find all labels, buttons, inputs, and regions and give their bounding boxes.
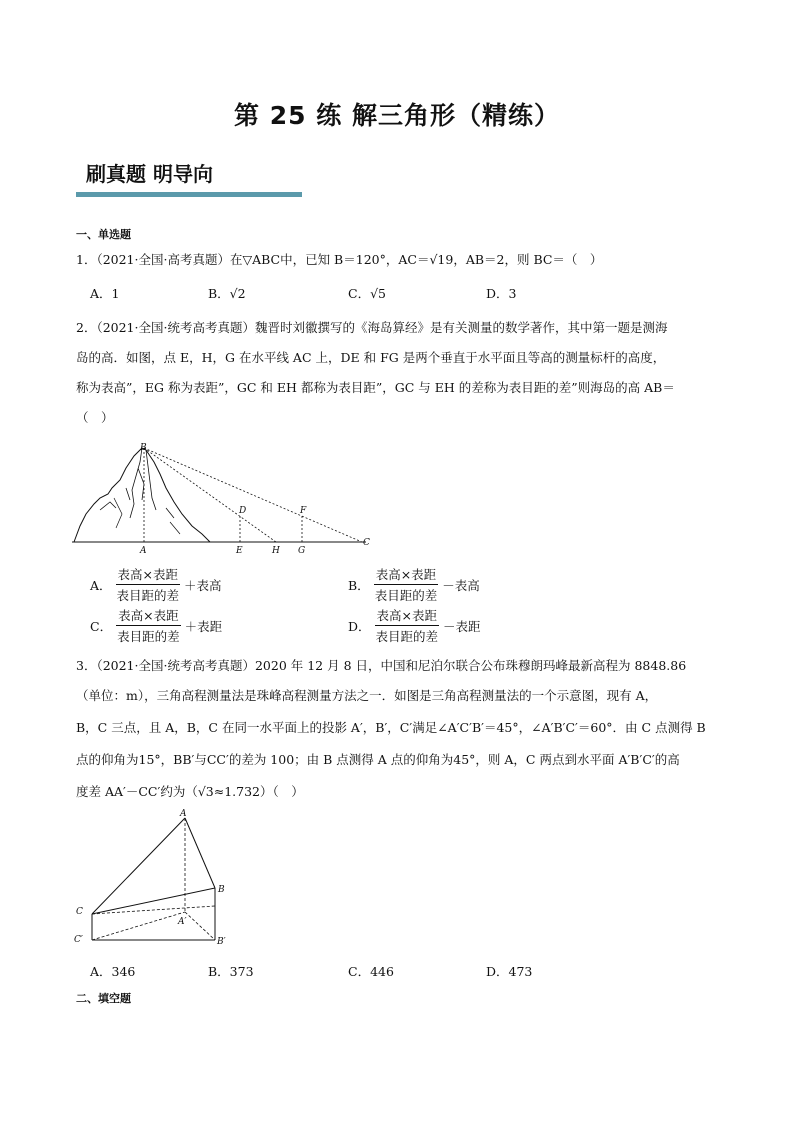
question-2-line-3: 称为表高”，EG 称为表距”，GC 和 EH 都称为表目距”，GC 与 EH 的差称为表目距的差”则海岛的高 AB＝ — [76, 380, 675, 395]
question-3-line-4: 点的仰角为15°，BB′与CC′的差为 100；由 B 点测得 A 点的仰角为45°，则 A，C 两点到水平面 A′B′C′的高 — [76, 752, 680, 767]
section-heading-fill-in: 二、填空题 — [76, 992, 131, 1005]
label-a-prime: A′ — [178, 917, 187, 927]
banner-underline — [76, 192, 302, 197]
page-title: 第 25 练 解三角形（精练） — [234, 101, 560, 130]
question-3-option-a: A．346 — [90, 964, 136, 979]
label-c: C — [363, 538, 370, 548]
label-c: C — [76, 907, 83, 917]
question-3-option-c: C．446 — [348, 964, 394, 979]
edge-c1a1 — [92, 912, 185, 940]
question-3-option-b: B．373 — [208, 964, 254, 979]
option-letter: A． — [90, 577, 112, 593]
fraction-denominator: 表目距的差 — [374, 588, 438, 603]
question-2-option-a — [90, 565, 222, 604]
label-g: G — [298, 546, 306, 556]
fraction-numerator: 表高×表距 — [374, 565, 438, 585]
label-f: F — [300, 506, 307, 516]
sightline-bh — [144, 448, 276, 542]
option-letter: B． — [348, 577, 370, 593]
question-3-line-1: 3．（2021·全国·统考高考真题）2020 年 12 月 8 日，中国和尼泊尔联合公布珠穆朗玛峰最新高程为 8848.86 — [76, 658, 687, 673]
label-h: H — [272, 546, 280, 556]
question-3-line-2: （单位：m），三角高程测量法是珠峰高程测量方法之一．如图是三角高程测量法的一个示意图，现有 A， — [76, 688, 658, 703]
edge-a1b1 — [185, 912, 215, 940]
label-e: E — [236, 546, 243, 556]
sightline-bc — [144, 448, 362, 542]
label-a: A — [180, 809, 187, 819]
question-1-option-b: B．√2 — [208, 286, 246, 301]
label-c-prime: C′ — [74, 935, 83, 945]
question-1-option-c: C．√5 — [348, 286, 386, 301]
question-1-option-d: D．3 — [486, 286, 517, 301]
option-tail: ＋表高 — [184, 577, 222, 593]
label-b: B — [140, 443, 147, 453]
fraction-numerator: 表高×表距 — [375, 606, 439, 626]
question-3-line-3: B，C 三点，且 A，B，C 在同一水平面上的投影 A′，B′，C′满足∠A′C′B′＝45°，∠A′B′C′＝60°．由 C 点测得 B — [76, 720, 706, 735]
fraction-numerator: 表高×表距 — [116, 606, 180, 626]
option-letter: D． — [348, 618, 371, 634]
fraction-denominator: 表目距的差 — [375, 629, 439, 644]
label-b-prime: B′ — [217, 937, 226, 947]
mountain-ridges — [100, 448, 174, 518]
question-2-option-d — [348, 606, 481, 645]
question-2-line-1: 2．（2021·全国·统考高考真题）魏晋时刘徽撰写的《海岛算经》是有关测量的数学著作，其中第一题是测海 — [76, 320, 668, 335]
option-tail: －表高 — [442, 577, 480, 593]
question-3-line-5: 度差 AA′－CC′约为（√3≈1.732）（ ） — [76, 784, 304, 799]
section-heading-single-choice: 一、单选题 — [76, 228, 131, 241]
question-3-option-d: D．473 — [486, 964, 533, 979]
label-d: D — [239, 506, 247, 516]
question-1-option-a: A．1 — [90, 286, 120, 301]
label-b: B — [218, 885, 225, 895]
fraction-denominator: 表目距的差 — [116, 588, 180, 603]
question-2-line-2: 岛的高．如图，点 E，H，G 在水平线 AC 上，DE 和 FG 是两个垂直于水平面且等高的测量标杆的高度， — [76, 350, 666, 365]
edge-ab — [185, 818, 215, 888]
fraction-denominator: 表目距的差 — [117, 629, 180, 644]
option-tail: ＋表距 — [184, 618, 223, 634]
trig-leveling-figure — [70, 806, 240, 952]
section-banner: 刷真题 明导向 — [86, 162, 213, 186]
question-2-line-4: （ ） — [76, 410, 114, 425]
option-tail: －表距 — [443, 618, 481, 634]
mountain-shading — [114, 498, 180, 534]
label-a: A — [140, 546, 147, 556]
fraction-numerator: 表高×表距 — [116, 565, 180, 585]
question-2-option-b — [348, 565, 480, 604]
option-letter: C． — [90, 618, 113, 634]
island-survey-figure — [70, 438, 380, 556]
question-1-text: 1．（2021·全国·高考真题）在▽ABC中，已知 B＝120°，AC＝√19，AB＝2，则 BC＝（ ） — [76, 252, 603, 267]
edge-ac — [92, 818, 185, 914]
mountain-outline — [74, 448, 210, 542]
question-2-option-c — [90, 606, 222, 645]
